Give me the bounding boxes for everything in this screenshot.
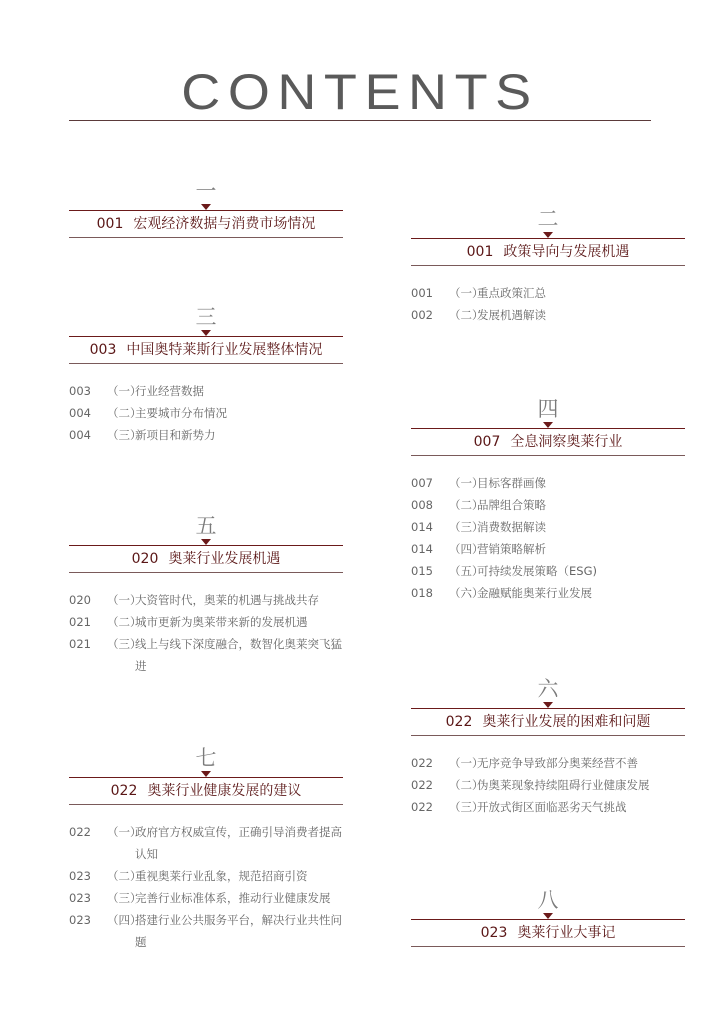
section-items	[411, 752, 685, 818]
list-item[interactable]	[411, 516, 685, 538]
section-items	[69, 589, 343, 677]
section-page-number: 007	[473, 434, 501, 450]
section-title: 奥莱行业发展机遇	[168, 551, 281, 567]
section-page-number: 022	[445, 714, 473, 730]
section-heading[interactable]	[411, 428, 685, 456]
list-item[interactable]	[411, 582, 685, 604]
item-index: （三）	[449, 800, 484, 814]
section-title: 中国奥特莱斯行业发展整体情况	[126, 342, 323, 358]
item-text: 行业经营数据	[135, 384, 204, 398]
item-text: 新项目和新势力	[135, 428, 216, 442]
list-item[interactable]	[411, 796, 685, 818]
item-page: 014	[411, 542, 433, 556]
title-divider	[69, 120, 651, 121]
list-item[interactable]	[69, 821, 343, 865]
item-index: （二）	[107, 615, 142, 629]
item-page: 023	[69, 891, 91, 905]
item-text: 目标客群画像	[477, 476, 546, 490]
item-index: （二）	[107, 869, 142, 883]
item-page: 003	[69, 384, 91, 398]
item-page: 022	[69, 825, 91, 839]
item-index: （二）	[107, 406, 142, 420]
item-text: 重视奥莱行业乱象，规范招商引资	[135, 869, 308, 883]
list-item[interactable]	[411, 752, 685, 774]
list-item[interactable]	[69, 611, 343, 633]
list-item[interactable]	[69, 887, 343, 909]
page-title: CONTENTS	[181, 64, 539, 120]
section-heading[interactable]	[69, 777, 343, 805]
section-title: 宏观经济数据与消费市场情况	[133, 216, 316, 232]
item-index: （二）	[449, 308, 484, 322]
item-text: 线上与线下深度融合，数智化奥莱突飞猛进	[135, 637, 342, 673]
item-text: 无序竞争导致部分奥莱经营不善	[477, 756, 638, 770]
item-page: 004	[69, 406, 91, 420]
item-text: 品牌组合策略	[477, 498, 546, 512]
item-page: 008	[411, 498, 433, 512]
item-text: 发展机遇解读	[477, 308, 546, 322]
list-item[interactable]	[69, 589, 343, 611]
item-index: （一）	[449, 476, 484, 490]
list-item[interactable]	[69, 633, 343, 677]
item-index: （四）	[107, 913, 142, 927]
section-title: 政策导向与发展机遇	[503, 244, 630, 260]
section-title: 全息洞察奥莱行业	[510, 434, 623, 450]
item-text: 大资管时代，奥莱的机遇与挑战共存	[135, 593, 319, 607]
item-page: 022	[411, 778, 433, 792]
item-page: 020	[69, 593, 91, 607]
item-page: 002	[411, 308, 433, 322]
list-item[interactable]	[411, 282, 685, 304]
item-index: （六）	[449, 586, 484, 600]
section-page-number: 022	[110, 783, 138, 799]
item-page: 007	[411, 476, 433, 490]
section-page-number: 020	[131, 551, 159, 567]
list-item[interactable]	[411, 494, 685, 516]
section-6	[411, 676, 685, 818]
section-page-number: 003	[89, 342, 117, 358]
item-text: 营销策略解析	[477, 542, 546, 556]
section-page-number: 023	[480, 925, 508, 941]
item-page: 023	[69, 913, 91, 927]
item-text: 金融赋能奥莱行业发展	[477, 586, 592, 600]
section-page-number: 001	[466, 244, 494, 260]
section-numeral: 八	[537, 888, 559, 912]
item-page: 023	[69, 869, 91, 883]
section-heading[interactable]	[69, 336, 343, 364]
section-items	[411, 282, 685, 326]
item-index: （一）	[449, 286, 484, 300]
section-items	[69, 380, 343, 446]
item-page: 018	[411, 586, 433, 600]
item-index: （二）	[449, 498, 484, 512]
item-index: （五）	[449, 564, 484, 578]
item-index: （二）	[449, 778, 484, 792]
item-text: 重点政策汇总	[477, 286, 546, 300]
item-text: 消费数据解读	[477, 520, 546, 534]
list-item[interactable]	[411, 774, 685, 796]
section-5	[69, 513, 343, 677]
section-numeral: 三	[195, 305, 217, 329]
item-text: 开放式街区面临恶劣天气挑战	[477, 800, 627, 814]
item-index: （三）	[449, 520, 484, 534]
section-heading[interactable]	[69, 545, 343, 573]
item-index: （三）	[107, 637, 142, 651]
item-page: 022	[411, 756, 433, 770]
item-page: 014	[411, 520, 433, 534]
section-heading[interactable]	[69, 210, 343, 238]
item-text: 完善行业标准体系，推动行业健康发展	[135, 891, 331, 905]
item-text: 搭建行业公共服务平台，解决行业共性问题	[135, 913, 342, 949]
item-index: （一）	[107, 384, 142, 398]
list-item[interactable]	[69, 380, 343, 402]
item-text: 伪奥莱现象持续阻碍行业健康发展	[477, 778, 650, 792]
section-page-number: 001	[96, 216, 124, 232]
list-item[interactable]	[69, 424, 343, 446]
section-4	[411, 396, 685, 604]
section-numeral: 四	[537, 397, 559, 421]
section-title: 奥莱行业发展的困难和问题	[482, 714, 651, 730]
section-title: 奥莱行业健康发展的建议	[147, 783, 302, 799]
section-title: 奥莱行业大事记	[517, 925, 616, 941]
item-page: 022	[411, 800, 433, 814]
item-page: 004	[69, 428, 91, 442]
item-page: 001	[411, 286, 433, 300]
list-item[interactable]	[69, 402, 343, 424]
item-page: 015	[411, 564, 433, 578]
section-numeral: 一	[195, 179, 217, 203]
section-heading[interactable]	[411, 708, 685, 736]
section-items	[411, 472, 685, 604]
section-7	[69, 745, 343, 953]
item-page: 021	[69, 637, 91, 651]
section-1	[69, 178, 343, 238]
section-numeral: 五	[195, 514, 217, 538]
list-item[interactable]	[411, 538, 685, 560]
item-text: 政府官方权威宣传，正确引导消费者提高认知	[135, 825, 342, 861]
section-heading[interactable]	[411, 919, 685, 947]
item-index: （一）	[107, 593, 142, 607]
list-item[interactable]	[411, 304, 685, 326]
item-index: （四）	[449, 542, 484, 556]
item-index: （三）	[107, 891, 142, 905]
item-index: （一）	[449, 756, 484, 770]
section-items	[69, 821, 343, 953]
section-3	[69, 304, 343, 446]
list-item[interactable]	[411, 560, 685, 582]
section-numeral: 二	[537, 207, 559, 231]
section-2	[411, 206, 685, 326]
list-item[interactable]	[69, 865, 343, 887]
section-8	[411, 887, 685, 947]
item-page: 021	[69, 615, 91, 629]
item-index: （三）	[107, 428, 142, 442]
list-item[interactable]	[69, 909, 343, 953]
section-numeral: 六	[537, 677, 559, 701]
section-numeral: 七	[195, 746, 217, 770]
section-heading[interactable]	[411, 238, 685, 266]
item-text: 主要城市分布情况	[135, 406, 227, 420]
item-text: 可持续发展策略（ESG)	[477, 564, 597, 578]
item-index: （一）	[107, 825, 142, 839]
list-item[interactable]	[411, 472, 685, 494]
item-text: 城市更新为奥莱带来新的发展机遇	[135, 615, 308, 629]
